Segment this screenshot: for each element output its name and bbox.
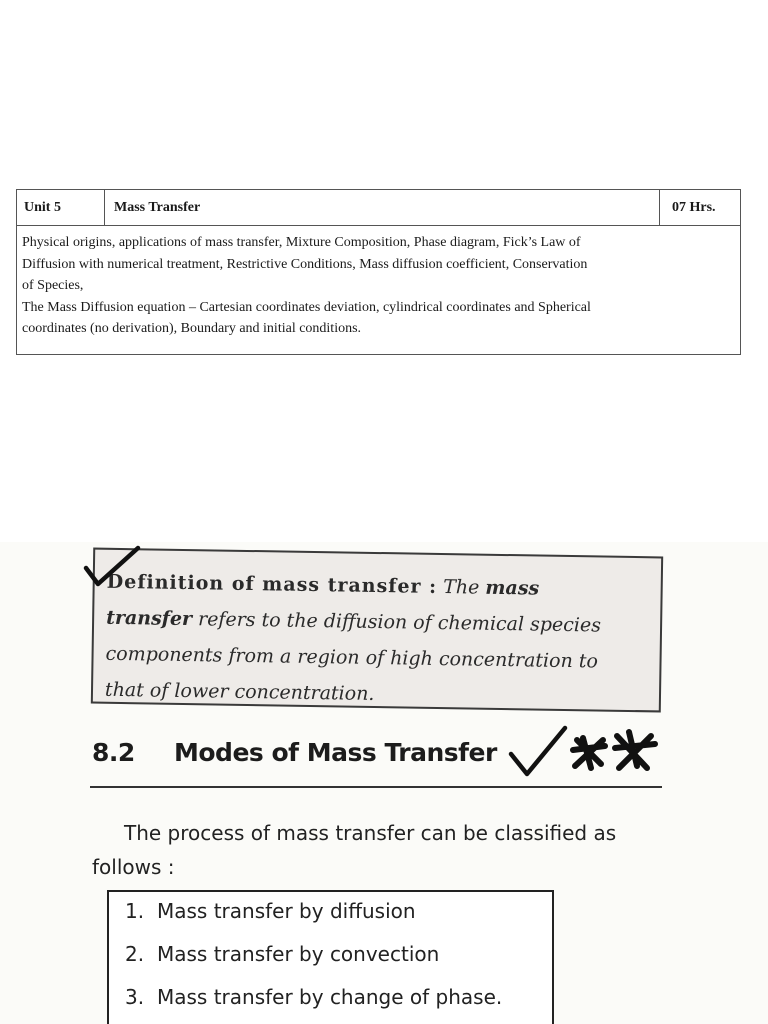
list-number: 3. [125, 985, 145, 1009]
definition-fragment: The [436, 575, 486, 599]
list-item [125, 942, 439, 966]
syllabus-line: coordinates (no derivation), Boundary and initial conditions. [22, 321, 362, 336]
syllabus-line: The Mass Diffusion equation – Cartesian coordinates deviation, cylindrical coordinates and Spherical [22, 299, 591, 315]
definition-keyword: mass [485, 576, 540, 600]
unit-cell: Unit 5 [17, 190, 105, 225]
syllabus-table [16, 189, 741, 355]
section-title: Modes of Mass Transfer [174, 738, 497, 767]
textbook-scan [0, 542, 768, 1024]
definition-line: components from a region of high concentration to [105, 642, 599, 673]
hours-cell: 07 Hrs. [672, 200, 716, 215]
list-item [125, 899, 416, 923]
section-heading [92, 738, 497, 767]
modes-list-box [107, 890, 554, 1024]
definition-label: Definition of mass transfer : [106, 570, 438, 598]
section-rule [90, 786, 662, 788]
definition-text [105, 564, 667, 717]
syllabus-line: Physical origins, applications of mass transfer, Mixture Composition, Phase diagram, Fick’s Law of [22, 235, 581, 250]
syllabus-content [17, 226, 740, 340]
handwritten-checkmark-icon [80, 542, 146, 588]
definition-keyword: transfer [105, 606, 193, 631]
list-item [125, 985, 502, 1009]
list-text: Mass transfer by diffusion [157, 899, 416, 923]
list-text: Mass transfer by convection [157, 942, 440, 966]
list-text: Mass transfer by change of phase. [157, 985, 503, 1009]
list-number: 2. [125, 942, 145, 966]
handwritten-check-and-stars-icon [505, 724, 665, 780]
syllabus-line: of Species, [22, 278, 84, 293]
intro-paragraph [92, 816, 662, 884]
list-number: 1. [125, 899, 145, 923]
section-number: 8.2 [92, 738, 135, 767]
syllabus-line: Diffusion with numerical treatment, Restrictive Conditions, Mass diffusion coefficient, Conservation [22, 256, 588, 272]
intro-line: The process of mass transfer can be classified as [124, 821, 617, 845]
definition-fragment: refers to the diffusion of chemical species [191, 608, 602, 637]
definition-box [91, 548, 663, 713]
definition-line: that of lower concentration. [104, 678, 375, 705]
intro-line: follows : [92, 855, 175, 879]
unit-title-cell: Mass Transfer [105, 190, 660, 225]
syllabus-header-row [17, 190, 740, 226]
